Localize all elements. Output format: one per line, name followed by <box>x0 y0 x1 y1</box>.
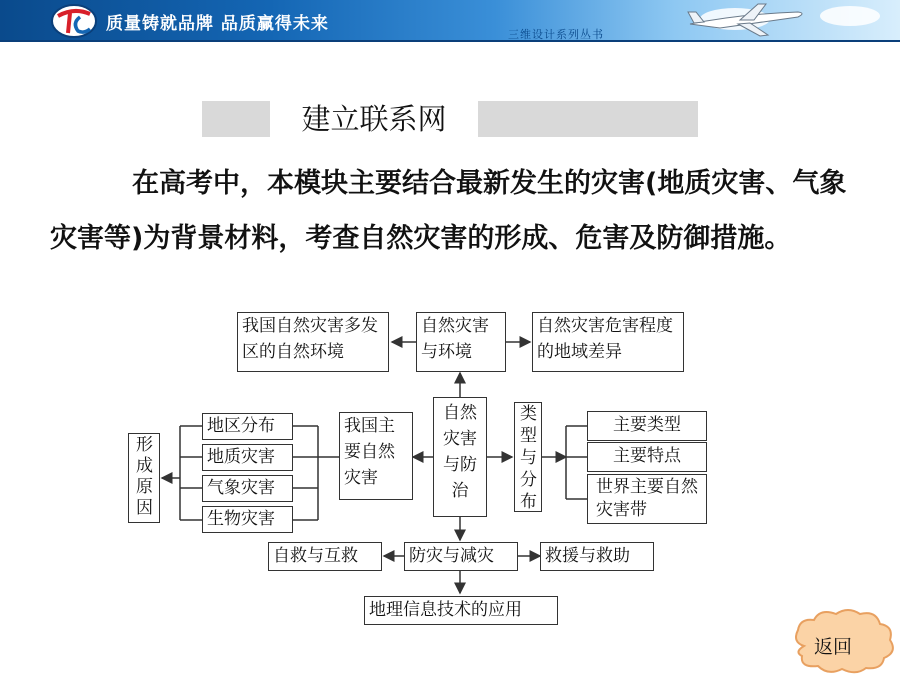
header-slogan: 质量铸就品牌 品质赢得未来 <box>106 14 329 34</box>
box-major-disasters-china: 我国主要自然灾害 <box>339 412 413 500</box>
back-button-label[interactable]: 返回 <box>814 636 853 658</box>
box-type-item: 主要类型 <box>587 411 707 441</box>
box-disaster-prevention-center: 自然灾害与防治 <box>433 397 487 517</box>
box-self-rescue: 自救与互救 <box>268 542 382 571</box>
box-formation-causes: 形成原因 <box>128 433 160 523</box>
box-cause-item: 地区分布 <box>202 413 293 440</box>
box-cause-item: 地质灾害 <box>202 444 293 471</box>
box-disaster-and-environment: 自然灾害与环境 <box>416 312 506 372</box>
box-regional-differences: 自然灾害危害程度的地域差异 <box>532 312 684 372</box>
box-type-item: 主要特点 <box>587 442 707 472</box>
box-type-item: 世界主要自然灾害带 <box>587 474 707 524</box>
intro-paragraph: 在高考中，本模块主要结合最新发生的灾害(地质灾害、气象灾害等)为背景材料，考查自然灾害的形成、危害及防御措施。 <box>50 168 847 254</box>
box-rescue-relief: 救援与救助 <box>540 542 654 571</box>
box-prevention-mitigation: 防灾与减灾 <box>404 542 518 571</box>
box-cause-item: 生物灾害 <box>202 506 293 533</box>
box-cause-item: 气象灾害 <box>202 475 293 502</box>
series-label: 三维设计系列丛书 <box>508 28 604 41</box>
box-gis-application: 地理信息技术的应用 <box>364 596 558 625</box>
box-types-distribution: 类型与分布 <box>514 402 542 512</box>
box-disaster-prone-environment: 我国自然灾害多发区的自然环境 <box>237 312 389 372</box>
section-title: 建立联系网 <box>301 102 447 136</box>
